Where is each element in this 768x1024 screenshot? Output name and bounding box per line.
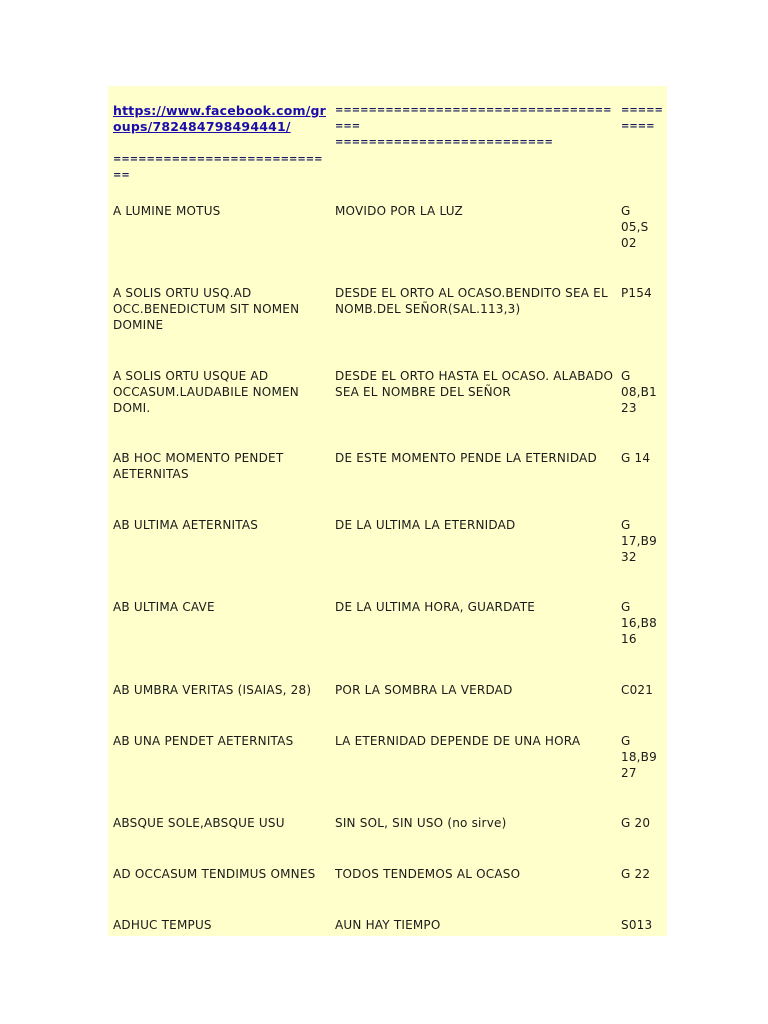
- latin-phrase: AB ULTIMA CAVE: [113, 600, 215, 614]
- latin-phrase: AB UNA PENDET AETERNITAS: [113, 734, 294, 748]
- separator-right: ===== ====: [621, 105, 663, 132]
- reference-code: G 16,B8 16: [621, 600, 657, 646]
- facebook-group-link[interactable]: https://www.facebook.com/groups/782484798494441/: [113, 103, 327, 134]
- spanish-translation: DE ESTE MOMENTO PENDE LA ETERNIDAD: [335, 451, 597, 465]
- reference-code: G 18,B9 27: [621, 734, 657, 780]
- latin-phrase: A SOLIS ORTU USQ.AD OCC.BENEDICTUM SIT NOMEN DOMINE: [113, 286, 300, 332]
- latin-phrase: A LUMINE MOTUS: [113, 204, 221, 218]
- latin-phrase: A SOLIS ORTU USQUE AD OCCASUM.LAUDABILE NOMEN DOMI.: [113, 369, 299, 415]
- spanish-translation: LA ETERNIDAD DEPENDE DE UNA HORA: [335, 734, 581, 748]
- reference-code: C021: [621, 683, 654, 697]
- reference-code: G 08,B1 23: [621, 369, 657, 415]
- latin-phrase: AB HOC MOMENTO PENDET AETERNITAS: [113, 451, 284, 481]
- spanish-translation: SIN SOL, SIN USO (no sirve): [335, 816, 507, 830]
- latin-phrase: ABSQUE SOLE,ABSQUE USU: [113, 816, 285, 830]
- latin-phrase: ADHUC TEMPUS: [113, 918, 212, 932]
- latin-phrase: AB UMBRA VERITAS (ISAIAS, 28): [113, 683, 312, 697]
- spanish-translation: DE LA ULTIMA HORA, GUARDATE: [335, 600, 536, 614]
- latin-phrase: AB ULTIMA AETERNITAS: [113, 518, 259, 532]
- separator-left: ===========================: [113, 154, 323, 181]
- reference-code: G 20: [621, 816, 651, 830]
- reference-code: G 05,S 02: [621, 204, 649, 250]
- reference-code: G 17,B9 32: [621, 518, 657, 564]
- separator-middle: ==================================== ==========================: [335, 105, 612, 148]
- spanish-translation: POR LA SOMBRA LA VERDAD: [335, 683, 513, 697]
- spanish-translation: DE LA ULTIMA LA ETERNIDAD: [335, 518, 516, 532]
- reference-code: G 22: [621, 867, 651, 881]
- spanish-translation: MOVIDO POR LA LUZ: [335, 204, 463, 218]
- spanish-translation: DESDE EL ORTO AL OCASO.BENDITO SEA EL NOMB.DEL SEÑOR(SAL.113,3): [335, 286, 608, 316]
- latin-phrase: AD OCCASUM TENDIMUS OMNES: [113, 867, 316, 881]
- reference-code: G 14: [621, 451, 651, 465]
- spanish-translation: AUN HAY TIEMPO: [335, 918, 441, 932]
- reference-code: S013: [621, 918, 653, 932]
- reference-code: P154: [621, 286, 652, 300]
- spanish-translation: DESDE EL ORTO HASTA EL OCASO. ALABADO SEA EL NOMBRE DEL SEÑOR: [335, 369, 614, 399]
- spanish-translation: TODOS TENDEMOS AL OCASO: [335, 867, 521, 881]
